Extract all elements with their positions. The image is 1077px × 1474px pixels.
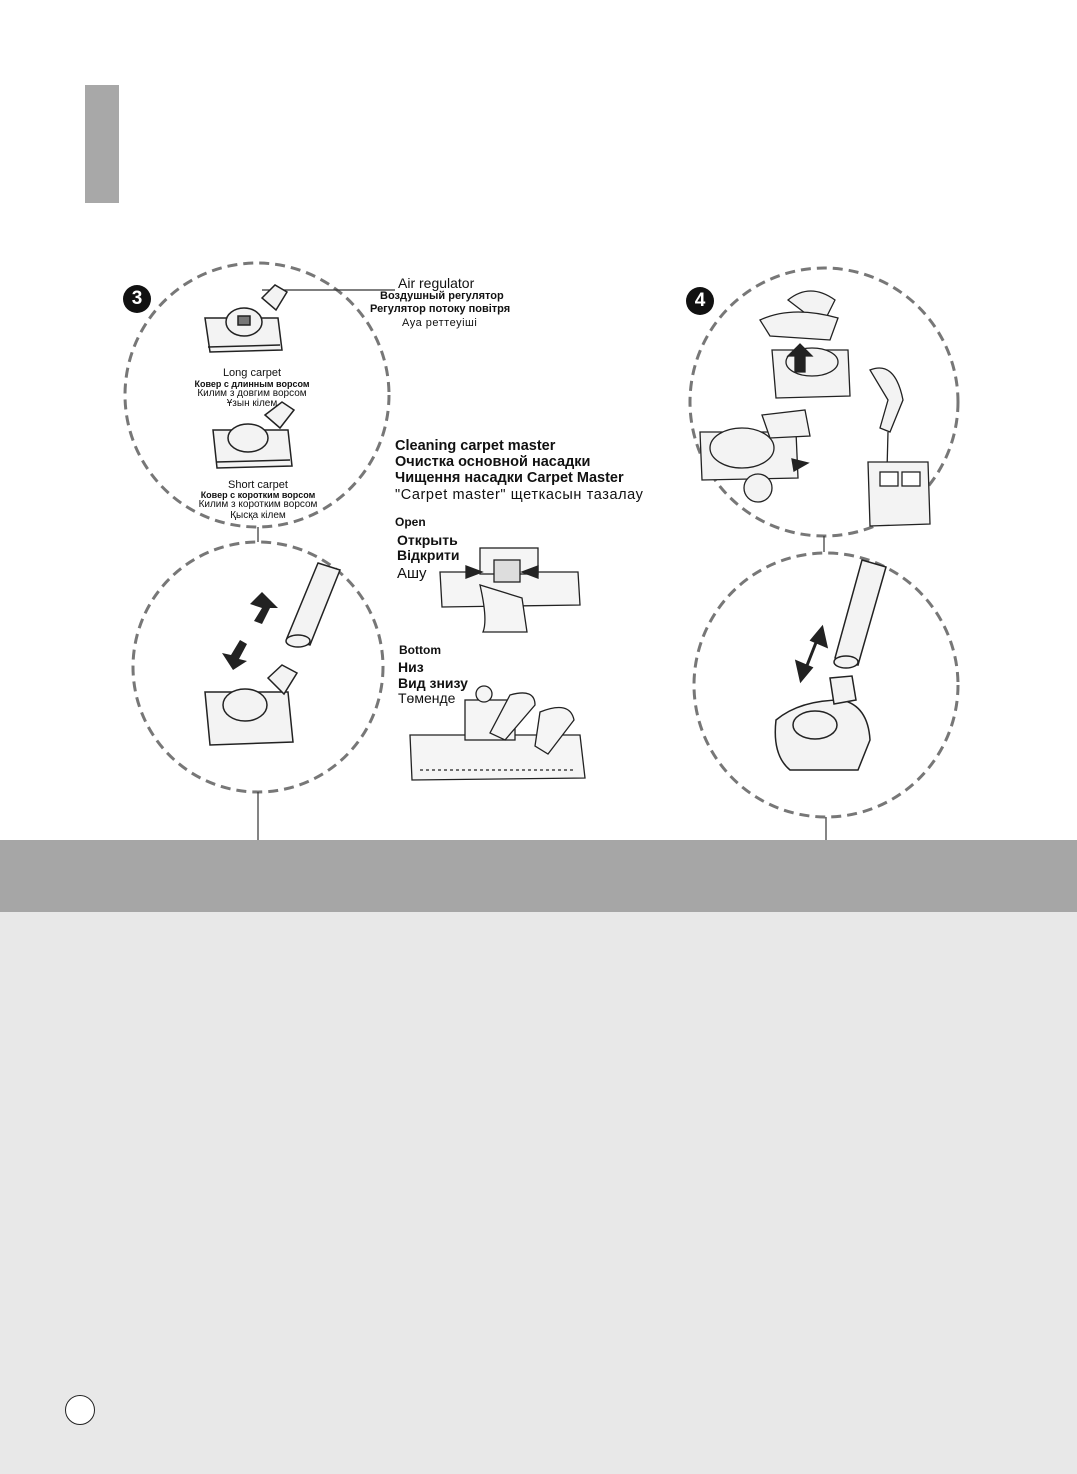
- cleaning-carpet-master-title-en: Cleaning carpet master: [395, 438, 556, 454]
- open-label-kz: Ашу: [397, 565, 427, 582]
- carpet-nozzle-long-illustration: [205, 285, 287, 352]
- bottom-label-ua: Вид знизу: [398, 675, 468, 691]
- carpet-nozzle-short-illustration: [213, 402, 294, 468]
- short-carpet-label-ua: Килим з коротким ворсом: [198, 499, 318, 510]
- air-regulator-label-ru: Воздушный регулятор: [380, 290, 504, 302]
- short-carpet-label-kz: Қысқа кілем: [230, 510, 286, 521]
- bottom-label-kz: Төменде: [398, 690, 456, 706]
- short-carpet-label-ru: Ковер с коротким ворсом: [200, 490, 316, 500]
- long-carpet-label-kz: Ұзын кілем: [226, 398, 278, 409]
- air-regulator-label-ua: Регулятор потоку повітря: [370, 303, 511, 315]
- open-label-en: Open: [395, 515, 426, 529]
- brushroll-removal-illustration: [700, 291, 930, 526]
- step4-wand-attach-illustration: [775, 560, 886, 770]
- open-label-ua: Відкрити: [397, 547, 460, 563]
- step-4-badge: 4: [686, 287, 714, 315]
- air-regulator-label-kz: Ауа реттеуіші: [402, 317, 478, 329]
- arrow-down: [222, 640, 247, 670]
- air-regulator-label-en: Air regulator: [398, 275, 475, 291]
- arrow-up: [250, 592, 278, 624]
- step4-double-arrow: [797, 628, 826, 680]
- cleaning-carpet-master-title-kz: "Carpet master" щеткасын тазалау: [395, 487, 644, 503]
- step-3-badge: 3: [123, 285, 151, 313]
- section-header-band: [0, 840, 1077, 912]
- bottom-label-en: Bottom: [399, 643, 441, 657]
- open-label-ru: Открыть: [397, 532, 458, 548]
- cleaning-carpet-master-title-ru: Очистка основной насадки: [395, 454, 591, 470]
- long-carpet-label-en: Long carpet: [222, 367, 282, 379]
- section-body-panel: [0, 912, 1077, 1474]
- long-carpet-label-ru: Ковер с длинным ворсом: [194, 379, 310, 389]
- step3-bottom-circle: [133, 542, 383, 792]
- page-number-circle: [65, 1395, 95, 1425]
- bottom-label-ru: Низ: [398, 659, 424, 675]
- long-carpet-label-ua: Килим з довгим ворсом: [197, 388, 307, 399]
- open-nozzle-illustration: [440, 548, 580, 632]
- short-carpet-label-en: Short carpet: [228, 479, 288, 491]
- cleaning-carpet-master-title-ua: Чищення насадки Carpet Master: [395, 470, 624, 486]
- step4-bottom-circle: [694, 553, 958, 817]
